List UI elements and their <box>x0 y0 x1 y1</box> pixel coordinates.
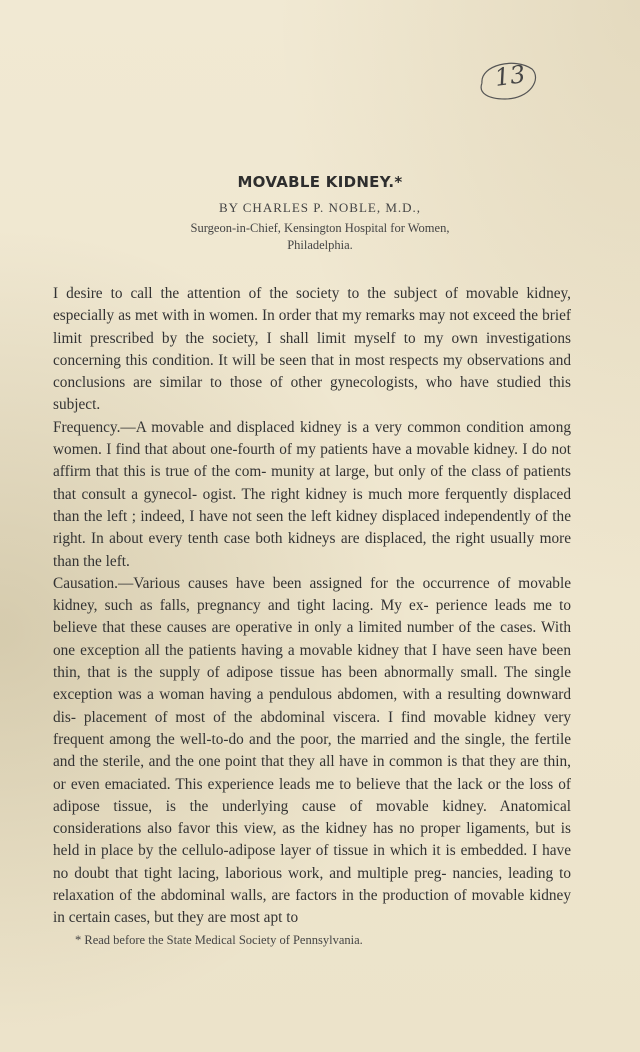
body-paragraph: Causation.—Various causes have been assigned for the occurrence of movable kidney, such as falls, pregnancy and tight lacing. My ex- perience leads me to believe that these causes are operative in only a limited number of the cases. With one exception all the patients having a movable kidney that I have seen have been thin, that is the supply of adipose tissue has been abnormally small. The single exception was a woman having a pendulous abdomen, with a resulting downward dis- placement of most of the abdominal viscera. I find movable kidney very frequent among the well-to-do and the poor, the married and the single, the fertile and the sterile, and the one point that they all have in common is that they are thin, or even emaciated. This experience leads me to believe that the lack or the loss of adipose tissue, is the underlying cause of movable kidney. Anatomical considerations also favor this view, as the kidney has no proper ligaments, but is held in place by the cellulo-adipose layer of tissue in which it is embedded. I have no doubt that tight lacing, laborious work, and multiple preg- nancies, leading to relaxation of the abdominal walls, are factors in the production of movable kidney in certain cases, but they are most apt to <box>53 574 571 927</box>
affiliation-line: Surgeon-in-Chief, Kensington Hospital for Women, <box>190 221 450 235</box>
page-mark: 13 <box>492 60 528 92</box>
author-affiliation <box>0 220 640 254</box>
affiliation-line: Philadelphia. <box>287 238 353 252</box>
article-title: MOVABLE KIDNEY.* <box>237 173 403 191</box>
author-byline: BY CHARLES P. NOBLE, M.D., <box>218 200 422 215</box>
body-paragraph: Frequency.—A movable and displaced kidney is a very common condition among women. I find that about one-fourth of my patients have a movable kidney. I do not affirm that this is true of the com- munity at large, but only of the class of patients that consult a gynecol- ogist. The right kidney is much more ferquently displaced than the left ; indeed, I have not seen the left kidney displaced independently of the right. In about every tenth case both kidneys are displaced, the right usually more than the left. <box>53 418 571 570</box>
article-body <box>53 283 571 930</box>
body-paragraph: I desire to call the attention of the society to the subject of movable kidney, especially as met with in women. In order that my remarks may not exceed the brief limit prescribed by the society, I shall limit myself to my own investigations concerning this condition. It will be seen that in most respects my observations and conclusions are similar to those of other gynecologists, who have studied this subject. <box>53 285 571 414</box>
footnote: * Read before the State Medical Society of Pennsylvania. <box>75 933 363 947</box>
